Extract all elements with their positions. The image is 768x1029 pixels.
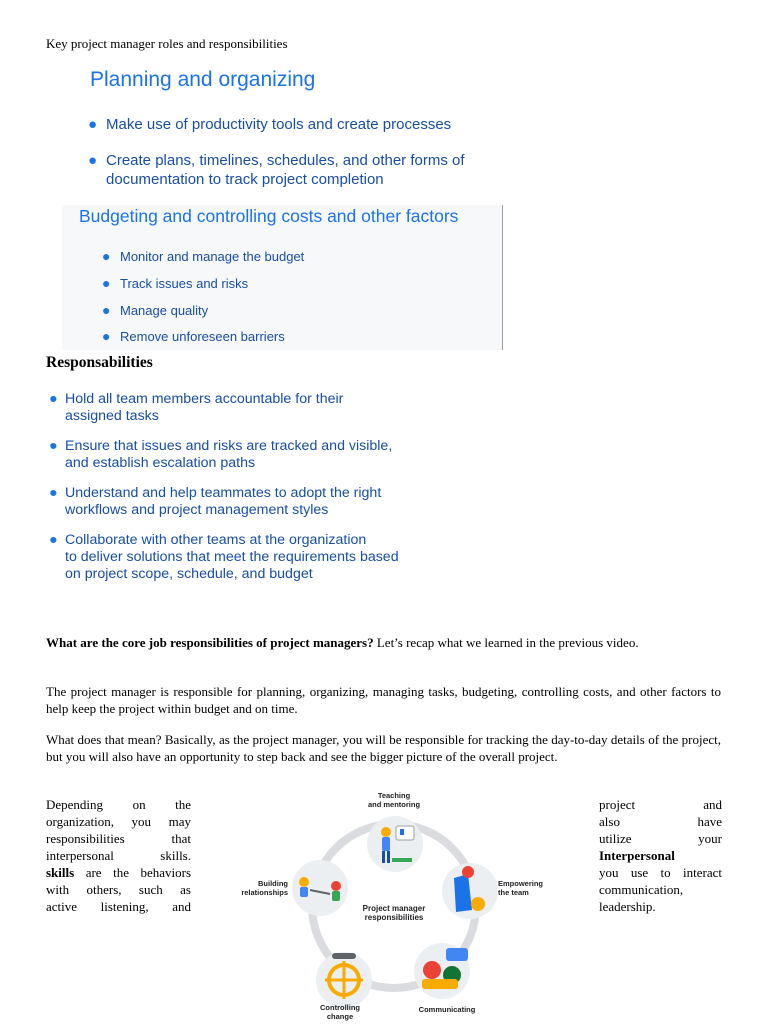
bullet-dot-icon: ● — [102, 328, 111, 344]
bullet-dot-icon: ● — [49, 532, 58, 548]
paragraph-core-responsibilities: What are the core job responsibilities of project managers? Let’s recap what we learned in the previous video. — [46, 635, 639, 650]
diagram-center-label: Project manager responsibilities — [362, 904, 426, 922]
responsibilities-slide — [46, 385, 446, 590]
budgeting-heading: Budgeting and controlling costs and other factors — [79, 206, 459, 226]
controlling-change-icon — [316, 952, 372, 1008]
budget-bullet: ● Remove unforeseen barriers — [102, 328, 285, 344]
building-relationships-label: Building relationships — [241, 879, 288, 897]
planning-budgeting-slide — [62, 60, 506, 350]
bullet-dot-icon: ● — [88, 152, 98, 169]
budget-bullet: ● Monitor and manage the budget — [102, 248, 305, 264]
bullet-dot-icon: ● — [102, 302, 111, 318]
teaching-mentoring-label: Teaching and mentoring — [367, 791, 421, 809]
budget-bullet: ● Track issues and risks — [102, 275, 249, 291]
responsibility-bullet: ● Ensure that issues and risks are tracked and visible, and establish escalation paths — [49, 438, 393, 471]
bullet-dot-icon: ● — [49, 485, 58, 501]
slide-divider — [502, 205, 503, 350]
diagram-graphic — [206, 778, 586, 1024]
bullet-dot-icon: ● — [102, 275, 111, 291]
left-column-text: Depending on the organization, you may responsibilities that interpersonal skills. skills are the behaviors with others, such as active listening, and — [46, 797, 192, 914]
paragraph-pm-responsible: The project manager is responsible for planning, organizing, managing tasks, budgeting, controlling costs, and other factors to help keep the project within budget and on time. — [46, 684, 721, 716]
empowering-team-label: Empowering the team — [498, 879, 544, 897]
teaching-mentoring-icon — [367, 816, 423, 872]
bullet-dot-icon: ● — [102, 248, 111, 264]
communicating-icon — [414, 943, 470, 999]
communicating-label: Communicating — [418, 1005, 476, 1014]
planning-bullet: ● Create plans, timelines, schedules, and other forms of documentation to track project completion — [88, 152, 465, 188]
responsibility-bullet: ● Collaborate with other teams at the organization to deliver solutions that meet the requirements based on project scope, schedule, and budget — [49, 532, 399, 582]
controlling-change-label: Controlling change — [320, 1003, 360, 1021]
responsibility-bullet: ● Hold all team members accountable for their assigned tasks — [49, 391, 344, 424]
planning-heading: Planning and organizing — [90, 68, 316, 91]
responsibility-bullet: ● Understand and help teammates to adopt the right workflows and project management styles — [49, 485, 382, 518]
pm-responsibilities-diagram — [206, 778, 586, 1024]
bullet-dot-icon: ● — [49, 438, 58, 454]
planning-bullet: ● Make use of productivity tools and create processes — [88, 116, 452, 133]
empowering-team-icon — [442, 863, 498, 919]
document-title: Key project manager roles and responsibilities — [46, 36, 288, 51]
budget-bullet: ● Manage quality — [102, 302, 209, 318]
building-relationships-icon — [292, 860, 348, 916]
right-column-text: project and also have utilize your Interpersonal you use to interact communication, leadership. — [599, 797, 722, 914]
bullet-dot-icon: ● — [49, 391, 58, 407]
responsibilities-heading: Responsabilities — [46, 354, 153, 371]
paragraph-what-does-that-mean: What does that mean? Basically, as the project manager, you will be responsible for tracking the day-to-day details of the project, but you will also have an opportunity to step back and see the bigger picture of the overall project. — [46, 732, 721, 764]
bullet-dot-icon: ● — [88, 116, 98, 133]
